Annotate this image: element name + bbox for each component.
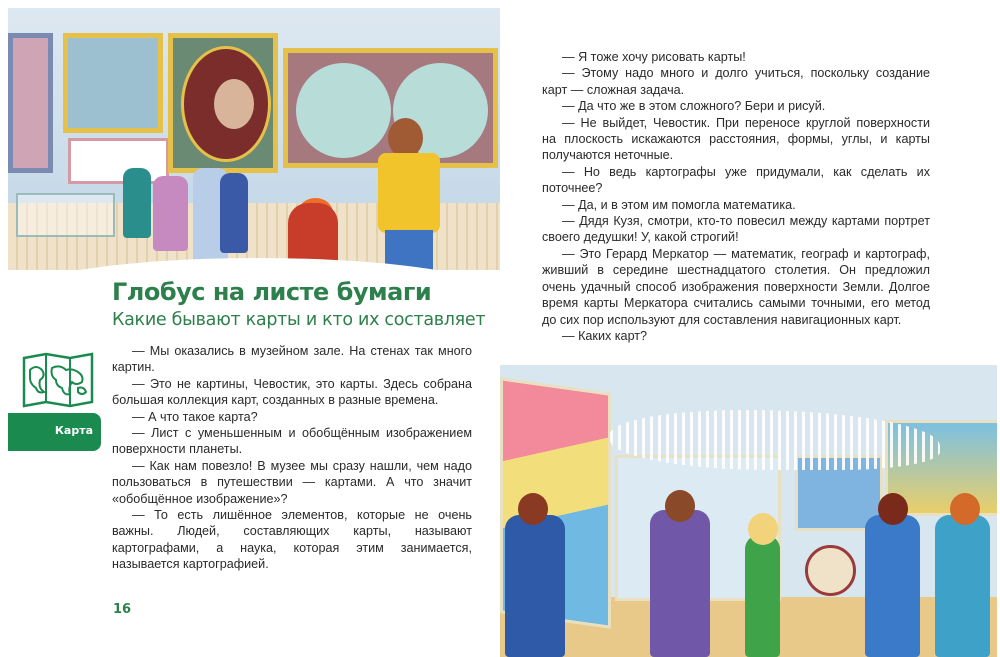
- paragraph: — Я тоже хочу рисовать карты!: [562, 50, 746, 64]
- paragraph: — Как нам повезло! В музее мы сразу нашли, чем надо пользоваться в путешествии — картами. А что значит «обобщённое изображение»?: [112, 458, 472, 506]
- mercator-portrait: [168, 33, 278, 173]
- paragraph: — Да, и в этом им помогла математика.: [562, 197, 796, 212]
- paragraph: — Это Герард Меркатор — математик, географ и картограф, живший в середине шестнадцатого столетия. Он предложил очень удачный способ изображения поверхности Земли. Долгое время карты Меркатора считались самыми точными, его метод до сих пор используют для составления навигационных карт.: [542, 246, 930, 327]
- visitor-figure: [935, 515, 990, 657]
- whale-skeleton: [610, 410, 940, 470]
- child-figure: [123, 168, 151, 238]
- tower-picture: [8, 33, 53, 173]
- chapter-title: Глобус на листе бумаги: [112, 278, 432, 306]
- museum-illustration-bottom: [500, 365, 997, 657]
- right-body-text: [542, 49, 930, 344]
- instruments-panel: [68, 138, 169, 184]
- museum-illustration-top: [8, 8, 500, 270]
- folded-world-map-icon: [22, 352, 94, 408]
- paragraph: — Каких карт?: [562, 328, 648, 343]
- mother-with-baby-figure: [650, 510, 710, 657]
- visitor-figure: [865, 515, 920, 657]
- chapter-subtitle: Какие бывают карты и кто их составляет: [112, 310, 486, 330]
- paragraph: — То есть лишённое элементов, которые не очень важны. Людей, составляющих карты, называют картографами, а наука, которая этим занимается, называется картографией.: [112, 508, 472, 572]
- child-figure: [153, 176, 188, 251]
- paragraph: — А что такое карта?: [132, 409, 258, 424]
- right-page: [500, 0, 1000, 657]
- page-number: 16: [113, 602, 132, 617]
- paragraph: — Лист с уменьшенным и обобщённым изображением поверхности планеты.: [112, 426, 472, 457]
- topic-badge-label: Карта: [54, 424, 93, 437]
- topic-badge: [8, 413, 101, 451]
- antique-globe: [805, 545, 856, 596]
- paragraph: — Да что же в этом сложного? Бери и рисуй.: [562, 99, 826, 114]
- ship-display-case: [16, 193, 115, 237]
- old-map-frame: [63, 33, 163, 133]
- paragraph: — Этому надо много и долго учиться, поскольку создание карт — сложная задача.: [542, 66, 930, 97]
- photographer-figure: [745, 535, 780, 657]
- paragraph: — Мы оказались в музейном зале. На стенах так много картин.: [112, 344, 472, 375]
- left-body-text: [112, 343, 472, 573]
- visitor-figure: [505, 515, 565, 657]
- child-figure: [220, 173, 248, 253]
- paragraph: — Дядя Кузя, смотри, кто-то повесил между картами портрет своего дедушки! У, какой строгий!: [542, 214, 930, 245]
- paragraph: — Не выйдет, Чевостик. При переносе круглой поверхности на плоскость искажаются расстояния, формы, углы, и карты получаются неточные.: [542, 115, 930, 163]
- paragraph: — Это не картины, Чевостик, это карты. Здесь собрана большая коллекция карт, созданных в разные времена.: [112, 376, 472, 408]
- uncle-kuzya-figure: [363, 118, 453, 270]
- paragraph: — Но ведь картографы уже придумали, как сделать их поточнее?: [542, 164, 930, 196]
